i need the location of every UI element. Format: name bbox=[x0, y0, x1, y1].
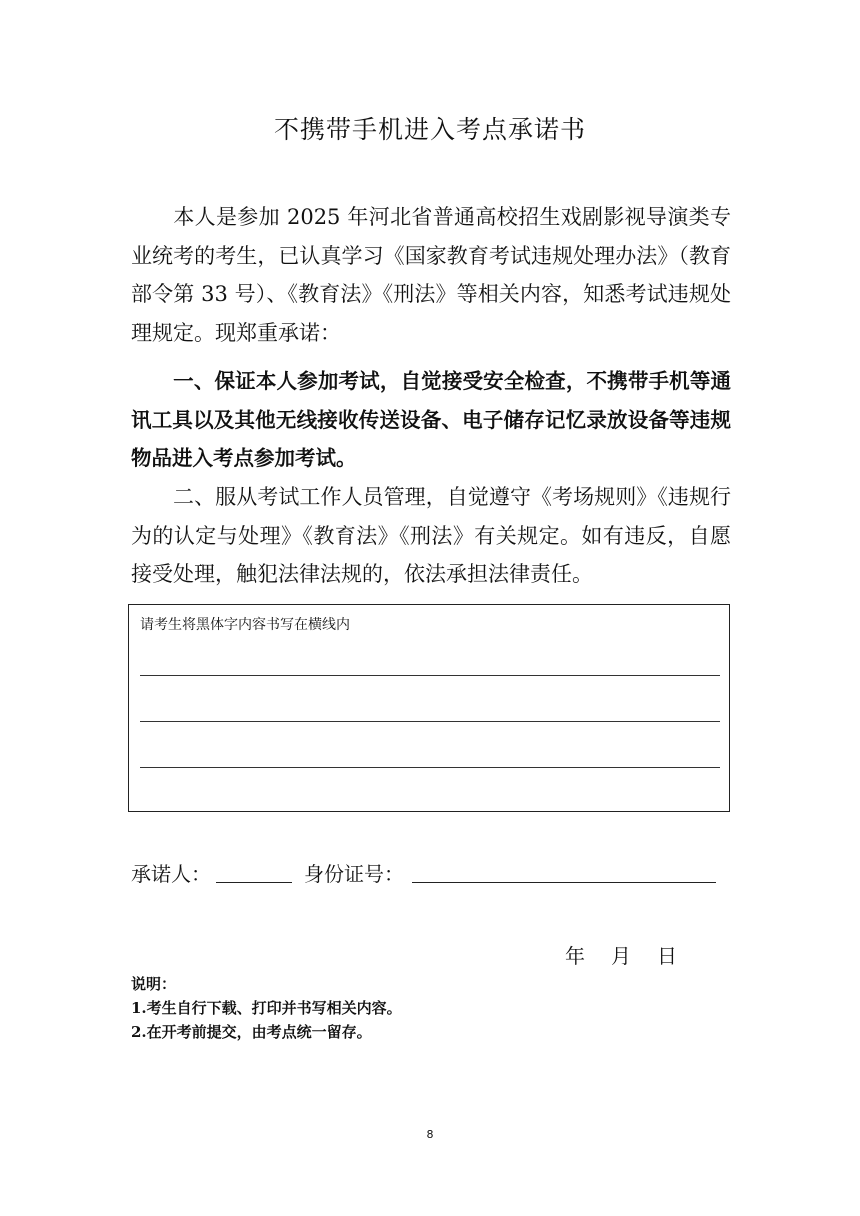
intro-text: 本人是参加 2025 年河北省普通高校招生戏剧影视导演类专业统考的考生，已认真学习《国家教育考试违规处理办法》（教育部令第 33 号）、《教育法》《刑法》等相关内容，知悉考试违规处理规定。现郑重承诺： bbox=[131, 205, 731, 345]
note-item: 2.在开考前提交，由考点统一留存。 bbox=[131, 1023, 372, 1041]
date-month: 月 bbox=[611, 944, 631, 968]
writing-line[interactable] bbox=[140, 721, 720, 722]
date-day: 日 bbox=[657, 944, 677, 968]
note-item: 1.考生自行下载、打印并书写相关内容。 bbox=[131, 999, 402, 1017]
notes-heading: 说明： bbox=[131, 975, 177, 993]
date-year: 年 bbox=[565, 944, 585, 968]
handwriting-instruction: 请考生将黑体字内容书写在横线内 bbox=[140, 617, 350, 633]
intro-paragraph bbox=[131, 198, 731, 352]
id-number-label: 身份证号： bbox=[304, 862, 404, 886]
pledge-one-paragraph bbox=[131, 362, 731, 478]
page-number: 8 bbox=[426, 1128, 434, 1141]
signer-label: 承诺人： bbox=[131, 862, 211, 886]
date-row bbox=[565, 940, 703, 969]
pledge-one-text: 一、保证本人参加考试，自觉接受安全检查，不携带手机等通讯工具以及其他无线接收传送设备、电子储存记忆录放设备等违规物品进入考点参加考试。 bbox=[131, 369, 731, 470]
notes-section bbox=[131, 972, 402, 1044]
pledge-two-text: 二、服从考试工作人员管理，自觉遵守《考场规则》《违规行为的认定与处理》《教育法》《刑法》有关规定。如有违反，自愿接受处理，触犯法律法规的，依法承担法律责任。 bbox=[131, 485, 731, 586]
id-number-blank[interactable] bbox=[412, 882, 716, 883]
signature-row bbox=[131, 858, 731, 888]
signer-blank[interactable] bbox=[216, 882, 292, 883]
pledge-two-paragraph bbox=[131, 478, 731, 594]
writing-line[interactable] bbox=[140, 675, 720, 676]
writing-line[interactable] bbox=[140, 767, 720, 768]
document-title: 不携带手机进入考点承诺书 bbox=[273, 115, 586, 144]
handwriting-box bbox=[128, 604, 730, 812]
